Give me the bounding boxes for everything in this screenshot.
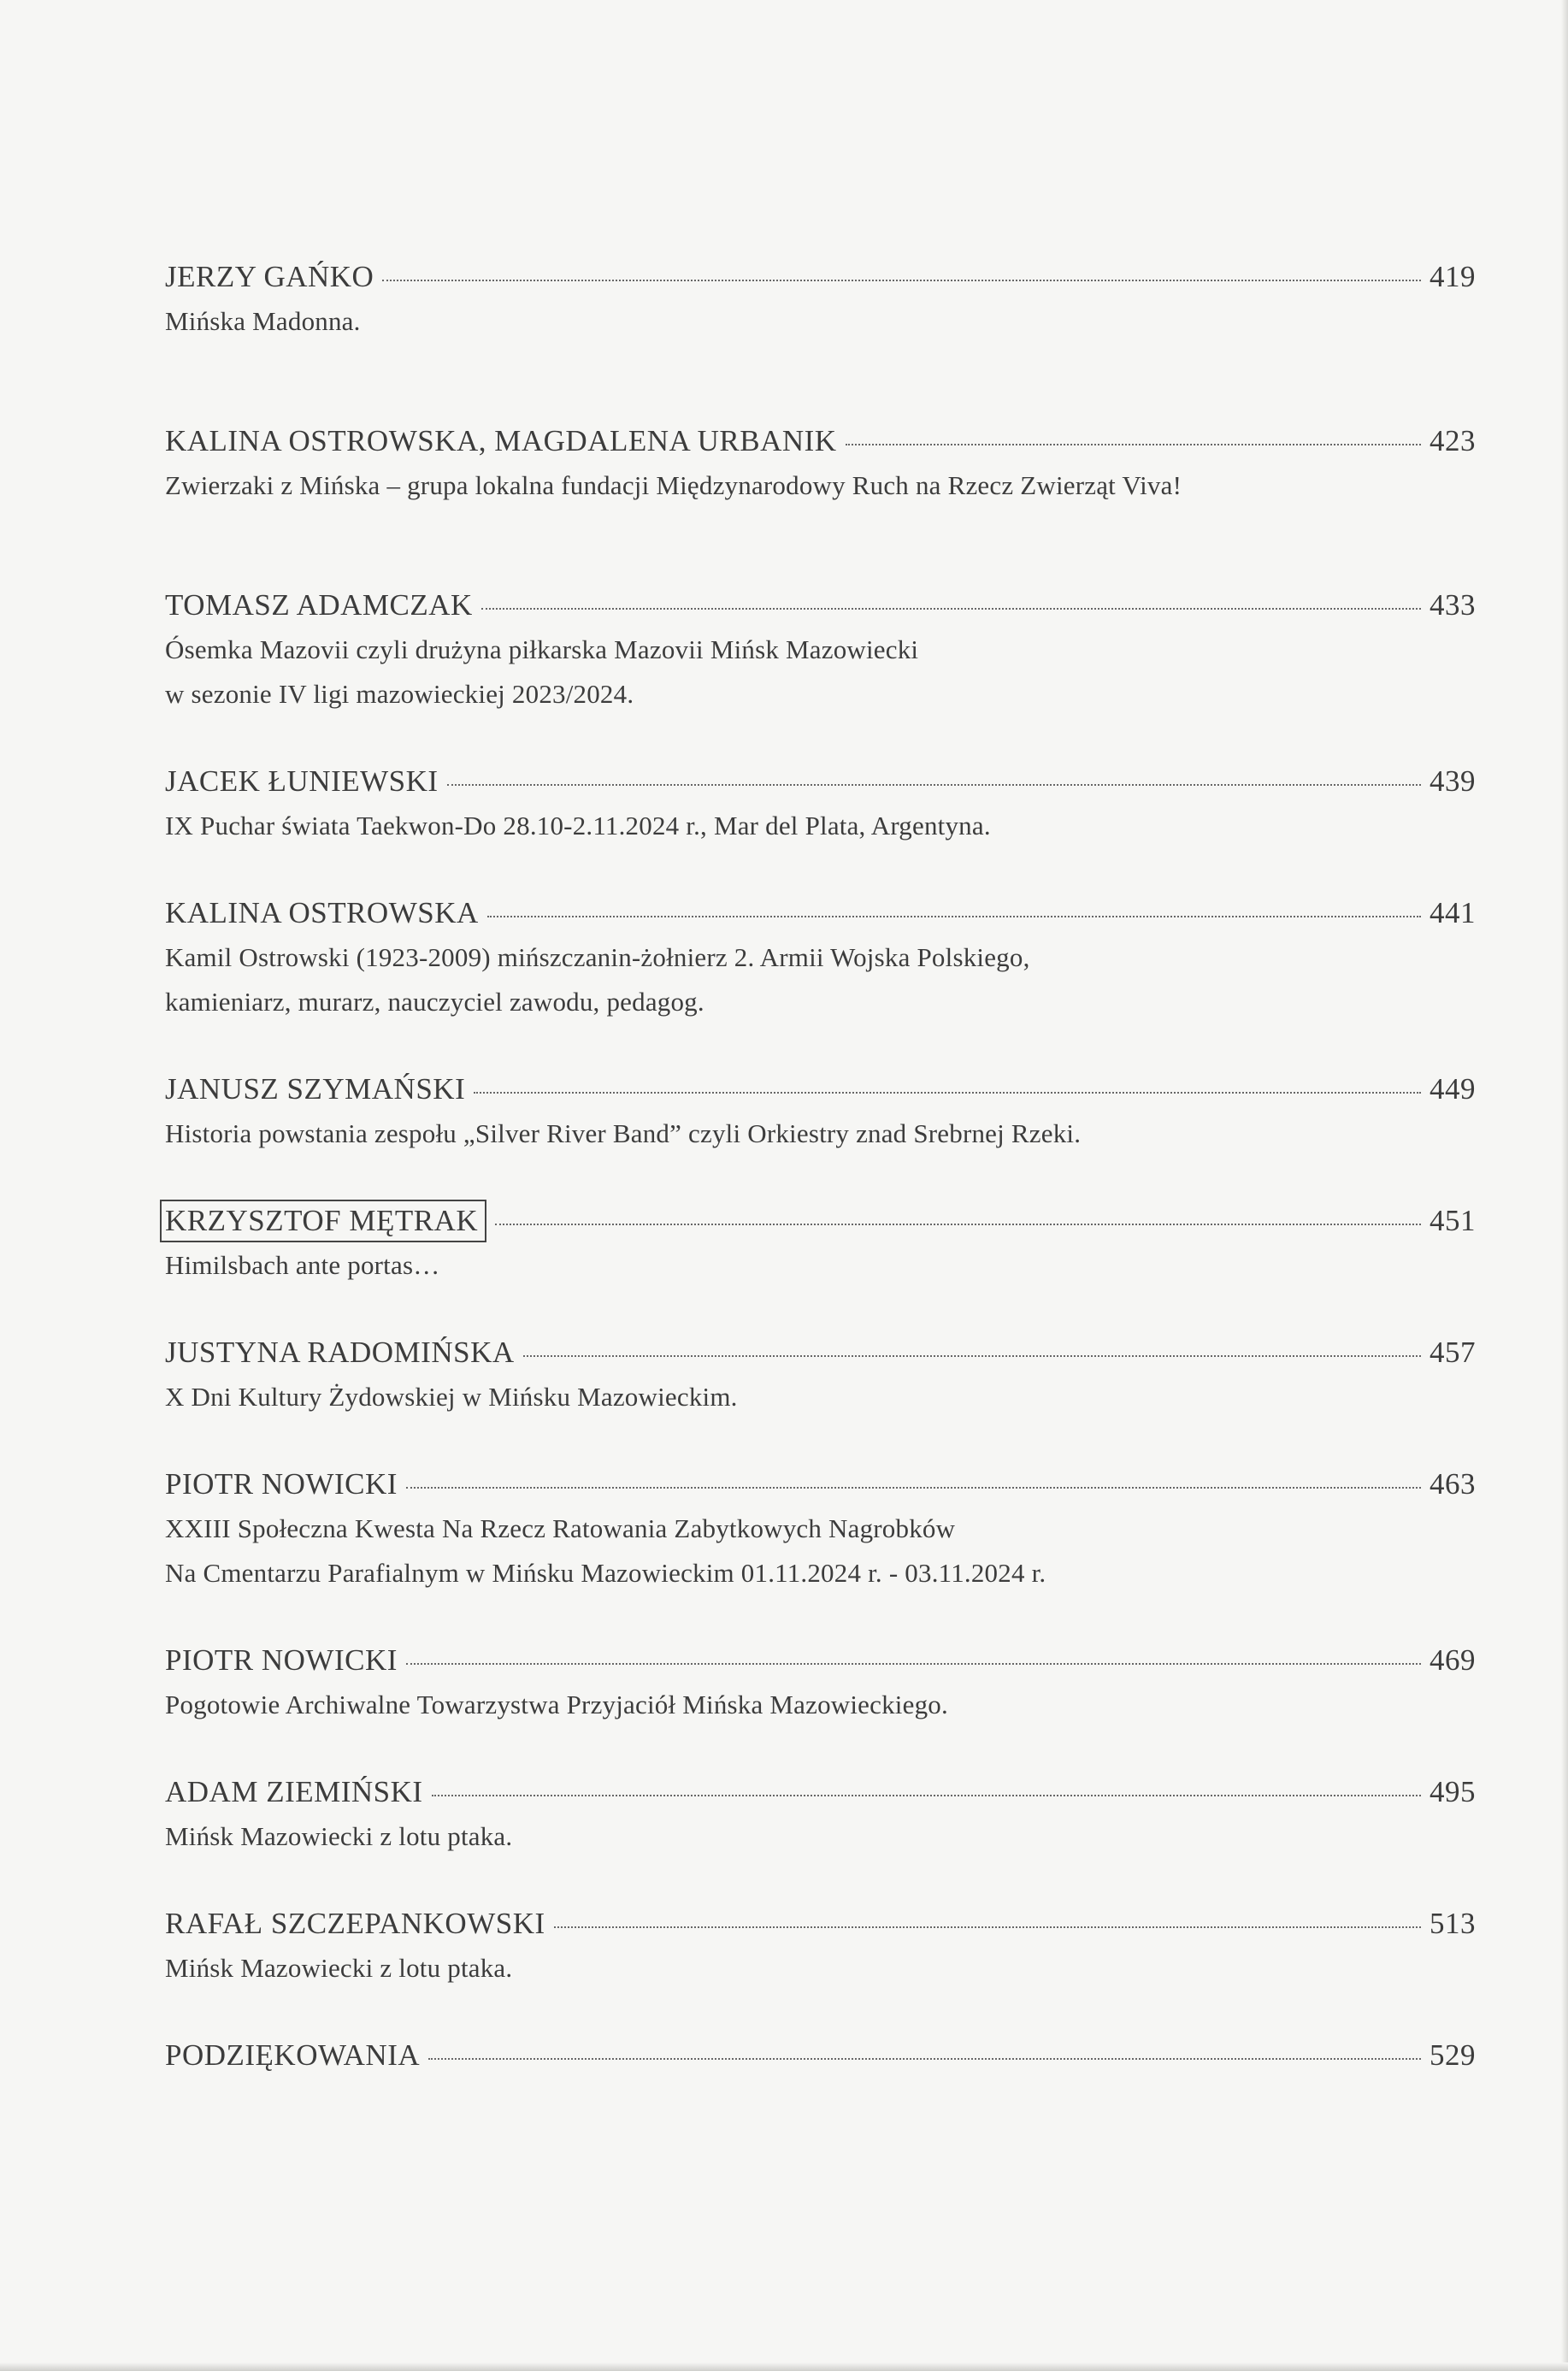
toc-page-number: 419 [1429, 260, 1476, 293]
toc-author: KALINA OSTROWSKA, MAGDALENA URBANIK [165, 424, 837, 457]
toc-entry [165, 1638, 1476, 1727]
toc-author: JACEK ŁUNIEWSKI [165, 764, 439, 798]
toc-entry [165, 419, 1476, 508]
toc-article-title: Mińska Madonna. [165, 306, 361, 336]
toc-page-number: 529 [1429, 2038, 1476, 2072]
toc-author: PODZIĘKOWANIA [165, 2038, 421, 2072]
toc-author: JUSTYNA RADOMIŃSKA [165, 1336, 515, 1369]
toc-entry-heading [165, 1067, 1476, 1112]
toc-page-number: 513 [1429, 1907, 1476, 1940]
toc-entry-heading [165, 759, 1476, 804]
dot-leader [846, 444, 1421, 445]
toc-entry-heading [165, 1462, 1476, 1507]
dot-leader [474, 1092, 1421, 1094]
table-of-contents [165, 212, 1476, 2078]
toc-page-number: 451 [1429, 1204, 1476, 1237]
toc-author: ADAM ZIEMIŃSKI [165, 1775, 423, 1808]
toc-entry [165, 1199, 1476, 1288]
toc-author: JERZY GAŃKO [165, 260, 374, 293]
dot-leader [487, 916, 1421, 917]
toc-entry [165, 2033, 1476, 2078]
toc-entry-heading [165, 1902, 1476, 1946]
toc-entry-heading [165, 419, 1476, 463]
toc-article-title: kamieniarz, murarz, nauczyciel zawodu, pedagog. [165, 987, 704, 1017]
dot-leader [447, 784, 1421, 786]
toc-author: PIOTR NOWICKI [165, 1467, 398, 1501]
dot-leader [432, 1795, 1421, 1796]
toc-article-title: Mińsk Mazowiecki z lotu ptaka. [165, 1953, 513, 1983]
toc-article-title: Mińsk Mazowiecki z lotu ptaka. [165, 1821, 513, 1851]
toc-article-title: Himilsbach ante portas… [165, 1250, 440, 1280]
toc-page-number: 439 [1429, 764, 1476, 798]
toc-article-title: Kamil Ostrowski (1923-2009) mińszczanin-żołnierz 2. Armii Wojska Polskiego, [165, 942, 1030, 972]
toc-article-title: Ósemka Mazovii czyli drużyna piłkarska Mazovii Mińsk Mazowiecki [165, 634, 919, 664]
toc-article-title: Pogotowie Archiwalne Towarzystwa Przyjaciół Mińska Mazowieckiego. [165, 1690, 948, 1719]
toc-article-title: IX Puchar świata Taekwon-Do 28.10-2.11.2024 r., Mar del Plata, Argentyna. [165, 811, 991, 840]
toc-entry [165, 1770, 1476, 1859]
toc-page-number: 495 [1429, 1775, 1476, 1808]
toc-article-title: X Dni Kultury Żydowskiej w Mińsku Mazowieckim. [165, 1382, 738, 1412]
dot-leader [481, 608, 1421, 610]
toc-page-number: 469 [1429, 1643, 1476, 1677]
toc-author-highlighted: KRZYSZTOF MĘTRAK [160, 1200, 486, 1242]
toc-entry-heading [165, 255, 1476, 299]
toc-page-number: 449 [1429, 1072, 1476, 1106]
toc-entry-heading [165, 1199, 1476, 1243]
toc-article-title: Zwierzaki z Mińska – grupa lokalna fundacji Międzynarodowy Ruch na Rzecz Zwierząt Viva! [165, 470, 1182, 500]
toc-entry-heading [165, 1330, 1476, 1375]
toc-entry-heading [165, 2033, 1476, 2078]
toc-entry [165, 759, 1476, 848]
toc-author: RAFAŁ SZCZEPANKOWSKI [165, 1907, 545, 1940]
toc-entry [165, 255, 1476, 344]
dot-leader [554, 1926, 1421, 1928]
dot-leader [428, 2058, 1421, 2060]
toc-entry-heading [165, 583, 1476, 628]
toc-page-number: 423 [1429, 424, 1476, 457]
toc-entry [165, 891, 1476, 1024]
toc-page-number: 463 [1429, 1467, 1476, 1501]
toc-author: JANUSZ SZYMAŃSKI [165, 1072, 466, 1106]
toc-entry-heading [165, 891, 1476, 935]
toc-author: KALINA OSTROWSKA [165, 896, 479, 929]
toc-article-title: Historia powstania zespołu „Silver River Band” czyli Orkiestry znad Srebrnej Rzeki. [165, 1118, 1082, 1148]
toc-entry [165, 1330, 1476, 1419]
toc-page-number: 433 [1429, 588, 1476, 622]
toc-entry [165, 583, 1476, 717]
toc-entry-heading [165, 1770, 1476, 1814]
page-edge-shadow [1561, 0, 1568, 2371]
toc-entry [165, 1067, 1476, 1156]
toc-author: TOMASZ ADAMCZAK [165, 588, 473, 622]
toc-article-title: w sezonie IV ligi mazowieckiej 2023/2024. [165, 679, 634, 709]
toc-page-number: 441 [1429, 896, 1476, 929]
toc-entry [165, 1462, 1476, 1595]
page-bottom-edge [0, 2362, 1568, 2371]
toc-article-title: Na Cmentarzu Parafialnym w Mińsku Mazowieckim 01.11.2024 r. - 03.11.2024 r. [165, 1558, 1046, 1588]
toc-entry [165, 1902, 1476, 1991]
dot-leader [406, 1663, 1421, 1665]
toc-entry-heading [165, 1638, 1476, 1683]
toc-page-number: 457 [1429, 1336, 1476, 1369]
toc-author: PIOTR NOWICKI [165, 1643, 398, 1677]
dot-leader [382, 280, 1421, 281]
dot-leader [523, 1355, 1421, 1357]
dot-leader [406, 1487, 1421, 1489]
dot-leader [495, 1224, 1421, 1225]
toc-article-title: XXIII Społeczna Kwesta Na Rzecz Ratowania Zabytkowych Nagrobków [165, 1513, 956, 1543]
